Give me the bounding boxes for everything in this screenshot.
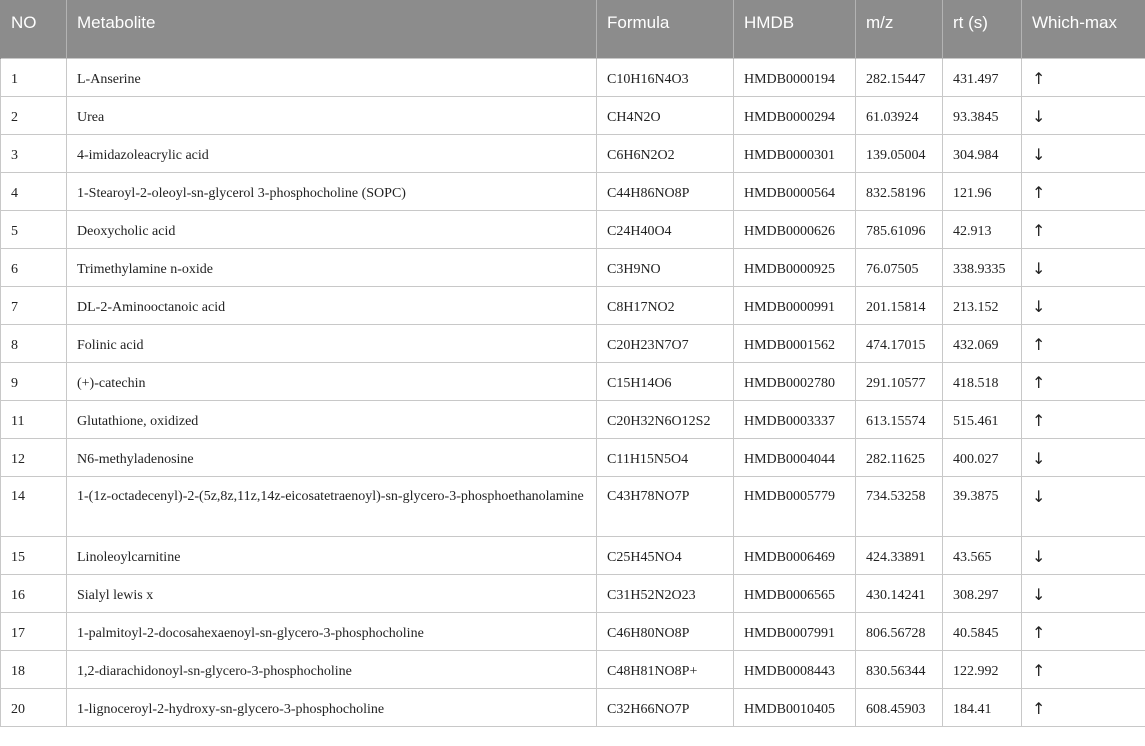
cell-mz: 474.17015 [856, 324, 943, 362]
cell-no: 9 [1, 362, 67, 400]
cell-which-max: ↑ [1022, 400, 1145, 438]
cell-mz: 424.33891 [856, 536, 943, 574]
cell-which-max: ↑ [1022, 650, 1145, 688]
table-row [1, 248, 1145, 286]
cell-mz: 61.03924 [856, 96, 943, 134]
cell-formula: C6H6N2O2 [597, 134, 734, 172]
table-row [1, 172, 1145, 210]
cell-mz: 139.05004 [856, 134, 943, 172]
cell-metabolite: Folinic acid [67, 324, 597, 362]
cell-metabolite: 1-palmitoyl-2-docosahexaenoyl-sn-glycero-3-phosphocholine [67, 612, 597, 650]
cell-rt: 432.069 [943, 324, 1022, 362]
cell-formula: C32H66NO7P [597, 688, 734, 726]
cell-formula: C25H45NO4 [597, 536, 734, 574]
cell-metabolite: N6-methyladenosine [67, 438, 597, 476]
table-body [1, 58, 1145, 726]
cell-formula: C20H23N7O7 [597, 324, 734, 362]
cell-mz: 282.11625 [856, 438, 943, 476]
cell-rt: 400.027 [943, 438, 1022, 476]
cell-metabolite: Linoleoylcarnitine [67, 536, 597, 574]
table-row [1, 574, 1145, 612]
cell-mz: 734.53258 [856, 476, 943, 536]
cell-hmdb: HMDB0001562 [734, 324, 856, 362]
cell-rt: 184.41 [943, 688, 1022, 726]
table-row [1, 362, 1145, 400]
cell-which-max: ↑ [1022, 362, 1145, 400]
cell-mz: 291.10577 [856, 362, 943, 400]
cell-rt: 418.518 [943, 362, 1022, 400]
cell-hmdb: HMDB0006565 [734, 574, 856, 612]
cell-which-max: ↓ [1022, 134, 1145, 172]
header-rt: rt (s) [943, 0, 1022, 58]
header-which-max: Which-max [1022, 0, 1145, 58]
cell-which-max: ↓ [1022, 476, 1145, 536]
cell-which-max: ↓ [1022, 536, 1145, 574]
cell-no: 17 [1, 612, 67, 650]
cell-rt: 431.497 [943, 58, 1022, 96]
table-row [1, 476, 1145, 536]
cell-formula: C48H81NO8P+ [597, 650, 734, 688]
cell-hmdb: HMDB0000626 [734, 210, 856, 248]
cell-formula: C3H9NO [597, 248, 734, 286]
table-row [1, 688, 1145, 726]
cell-metabolite: DL-2-Aminooctanoic acid [67, 286, 597, 324]
cell-metabolite: 1-(1z-octadecenyl)-2-(5z,8z,11z,14z-eicosatetraenoyl)-sn-glycero-3-phosphoethanolamine [67, 476, 597, 536]
cell-mz: 832.58196 [856, 172, 943, 210]
cell-which-max: ↑ [1022, 324, 1145, 362]
header-hmdb: HMDB [734, 0, 856, 58]
cell-hmdb: HMDB0004044 [734, 438, 856, 476]
table-row [1, 650, 1145, 688]
cell-hmdb: HMDB0005779 [734, 476, 856, 536]
cell-no: 2 [1, 96, 67, 134]
cell-metabolite: Urea [67, 96, 597, 134]
cell-formula: CH4N2O [597, 96, 734, 134]
table-row [1, 612, 1145, 650]
table-row [1, 438, 1145, 476]
cell-which-max: ↓ [1022, 286, 1145, 324]
cell-rt: 515.461 [943, 400, 1022, 438]
cell-mz: 282.15447 [856, 58, 943, 96]
table-row [1, 58, 1145, 96]
cell-no: 7 [1, 286, 67, 324]
cell-rt: 121.96 [943, 172, 1022, 210]
cell-rt: 338.9335 [943, 248, 1022, 286]
cell-no: 8 [1, 324, 67, 362]
table-row [1, 96, 1145, 134]
cell-which-max: ↓ [1022, 248, 1145, 286]
cell-which-max: ↓ [1022, 574, 1145, 612]
table-row [1, 400, 1145, 438]
cell-hmdb: HMDB0000991 [734, 286, 856, 324]
cell-no: 11 [1, 400, 67, 438]
cell-no: 14 [1, 476, 67, 536]
cell-hmdb: HMDB0010405 [734, 688, 856, 726]
cell-which-max: ↓ [1022, 438, 1145, 476]
cell-metabolite: 1-Stearoyl-2-oleoyl-sn-glycerol 3-phosphocholine (SOPC) [67, 172, 597, 210]
cell-hmdb: HMDB0000564 [734, 172, 856, 210]
cell-formula: C11H15N5O4 [597, 438, 734, 476]
cell-rt: 42.913 [943, 210, 1022, 248]
cell-hmdb: HMDB0008443 [734, 650, 856, 688]
cell-rt: 93.3845 [943, 96, 1022, 134]
cell-no: 20 [1, 688, 67, 726]
cell-hmdb: HMDB0007991 [734, 612, 856, 650]
cell-no: 1 [1, 58, 67, 96]
table-row [1, 286, 1145, 324]
cell-metabolite: Sialyl lewis x [67, 574, 597, 612]
header-metabolite: Metabolite [67, 0, 597, 58]
cell-rt: 308.297 [943, 574, 1022, 612]
cell-rt: 122.992 [943, 650, 1022, 688]
cell-formula: C20H32N6O12S2 [597, 400, 734, 438]
cell-formula: C24H40O4 [597, 210, 734, 248]
cell-rt: 43.565 [943, 536, 1022, 574]
cell-hmdb: HMDB0000925 [734, 248, 856, 286]
cell-formula: C31H52N2O23 [597, 574, 734, 612]
cell-no: 18 [1, 650, 67, 688]
cell-no: 12 [1, 438, 67, 476]
header-no: NO [1, 0, 67, 58]
cell-which-max: ↓ [1022, 96, 1145, 134]
cell-hmdb: HMDB0003337 [734, 400, 856, 438]
cell-mz: 201.15814 [856, 286, 943, 324]
cell-mz: 613.15574 [856, 400, 943, 438]
cell-which-max: ↑ [1022, 612, 1145, 650]
header-mz: m/z [856, 0, 943, 58]
cell-which-max: ↑ [1022, 172, 1145, 210]
table-row [1, 210, 1145, 248]
cell-which-max: ↑ [1022, 688, 1145, 726]
header-formula: Formula [597, 0, 734, 58]
cell-which-max: ↑ [1022, 58, 1145, 96]
table-row [1, 536, 1145, 574]
cell-metabolite: (+)-catechin [67, 362, 597, 400]
cell-hmdb: HMDB0000294 [734, 96, 856, 134]
cell-formula: C43H78NO7P [597, 476, 734, 536]
cell-no: 5 [1, 210, 67, 248]
cell-metabolite: L-Anserine [67, 58, 597, 96]
cell-formula: C46H80NO8P [597, 612, 734, 650]
cell-no: 16 [1, 574, 67, 612]
cell-formula: C15H14O6 [597, 362, 734, 400]
cell-formula: C8H17NO2 [597, 286, 734, 324]
header-row [1, 0, 1145, 58]
table-row [1, 134, 1145, 172]
cell-formula: C44H86NO8P [597, 172, 734, 210]
cell-mz: 608.45903 [856, 688, 943, 726]
cell-mz: 76.07505 [856, 248, 943, 286]
cell-hmdb: HMDB0000194 [734, 58, 856, 96]
cell-rt: 213.152 [943, 286, 1022, 324]
cell-no: 4 [1, 172, 67, 210]
cell-hmdb: HMDB0006469 [734, 536, 856, 574]
cell-metabolite: Deoxycholic acid [67, 210, 597, 248]
cell-no: 15 [1, 536, 67, 574]
cell-no: 6 [1, 248, 67, 286]
cell-metabolite: 1-lignoceroyl-2-hydroxy-sn-glycero-3-phosphocholine [67, 688, 597, 726]
cell-rt: 39.3875 [943, 476, 1022, 536]
cell-which-max: ↑ [1022, 210, 1145, 248]
cell-mz: 806.56728 [856, 612, 943, 650]
cell-mz: 430.14241 [856, 574, 943, 612]
cell-metabolite: 4-imidazoleacrylic acid [67, 134, 597, 172]
cell-mz: 785.61096 [856, 210, 943, 248]
cell-rt: 304.984 [943, 134, 1022, 172]
cell-metabolite: 1,2-diarachidonoyl-sn-glycero-3-phosphocholine [67, 650, 597, 688]
cell-metabolite: Trimethylamine n-oxide [67, 248, 597, 286]
cell-metabolite: Glutathione, oxidized [67, 400, 597, 438]
table-row [1, 324, 1145, 362]
cell-no: 3 [1, 134, 67, 172]
cell-mz: 830.56344 [856, 650, 943, 688]
cell-hmdb: HMDB0002780 [734, 362, 856, 400]
cell-rt: 40.5845 [943, 612, 1022, 650]
cell-formula: C10H16N4O3 [597, 58, 734, 96]
cell-hmdb: HMDB0000301 [734, 134, 856, 172]
